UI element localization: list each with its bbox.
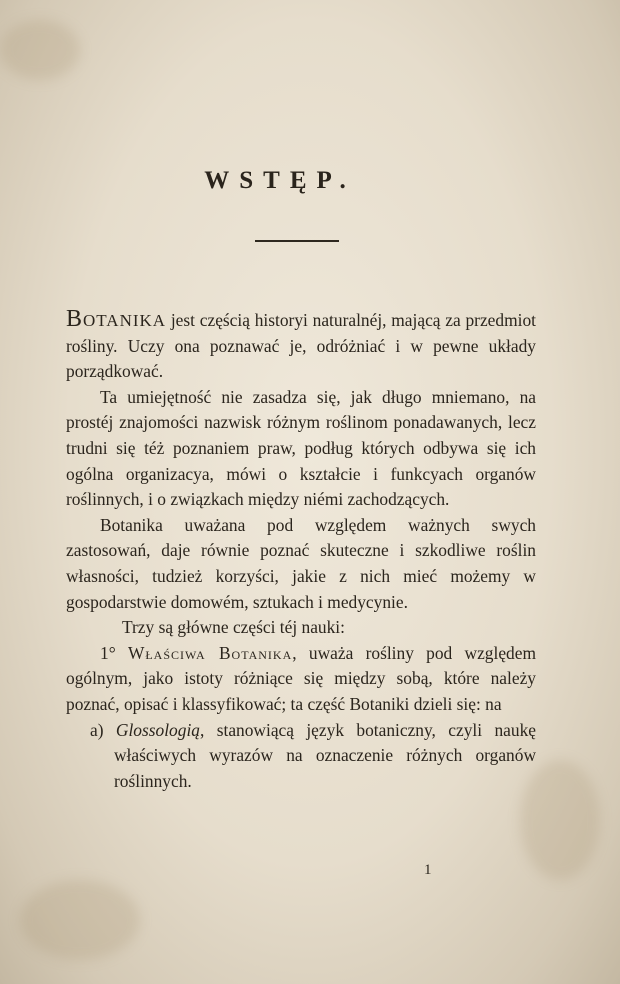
lead-word: Botanika <box>66 306 167 332</box>
heading-rule <box>255 240 339 242</box>
paragraph-2: Ta umiejętność nie zasadza się, jak długo mniemano, na prostéj znajomości nazwisk różnym roślinom ponadawanych, lecz trudni się téż poznaniem praw, podług których odbywa się ich ogólna organizacya, mówi o kształcie i funkcyach organów roślinnych, i o związkach między niémi zachodzących. <box>66 386 536 510</box>
body-text <box>66 307 536 794</box>
paragraph-1 <box>66 307 536 385</box>
item-1-body: , uważa rośliny pod względem ogólnym, jako istoty różniące się między sobą, które należy poznać, opisać i klassyfikować; ta część Botaniki dzieli się: na <box>66 642 536 714</box>
item-a-term: Glossologią <box>115 719 200 740</box>
item-a-marker: a) <box>90 719 104 740</box>
item-1 <box>66 641 536 718</box>
chapter-heading: WSTĘP. <box>204 167 356 194</box>
paragraph-1-body: jest częścią historyi naturalnéj, mającą za przedmiot rośliny. Uczy ona poznawać je, odróżniać i w pewne układy porządkować. <box>66 310 536 382</box>
paper-stain <box>20 880 140 960</box>
page-number: 1 <box>424 862 432 878</box>
paper-stain <box>0 20 80 80</box>
item-1-number: 1° <box>100 642 116 663</box>
item-1-label: Właściwa Botanika <box>127 642 293 663</box>
item-a-body: , stanowiącą język botaniczny, czyli naukę właściwych wyrazów na oznaczenie różnych organów roślinnych. <box>114 719 536 791</box>
paragraph-3: Botanika uważana pod względem ważnych swych zastosowań, daje równie poznać skuteczne i szkodliwe roślin własności, tudzież korzyści, jakie z nich mieć możemy w gospodarstwie domowém, sztukach i medycynie. <box>66 514 536 612</box>
item-a <box>66 718 536 795</box>
paragraph-4: Trzy są główne części téj nauki: <box>122 617 345 638</box>
